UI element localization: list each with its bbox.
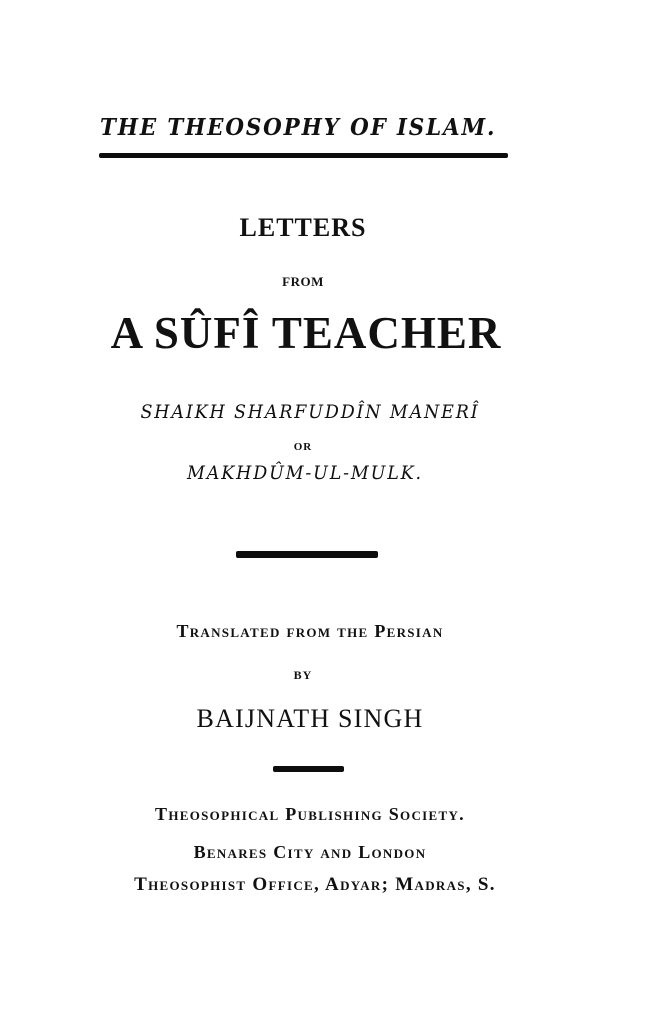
translation-by: BY — [293, 668, 313, 682]
translator-name: BAIJNATH SINGH — [196, 704, 424, 733]
author-name: SHAIKH SHARFUDDÎN MANERÎ — [140, 401, 480, 423]
publisher-cities: Benares City and London — [193, 842, 427, 862]
publisher-office: Theosophist Office, Adyar; Madras, S. — [134, 874, 496, 895]
series-title-rule — [99, 153, 508, 158]
title-pre: LETTERS — [239, 213, 367, 242]
author-alt-name: MAKHDÛM-UL-MULK. — [187, 462, 423, 484]
section-divider-rule — [236, 551, 378, 558]
author-or: OR — [293, 441, 313, 453]
main-title: A SÛFÎ TEACHER — [110, 308, 502, 358]
imprint-divider-rule — [273, 766, 344, 772]
translation-note: Translated from the Persian — [176, 621, 444, 641]
series-title: THE THEOSOPHY OF ISLAM. — [100, 114, 497, 141]
publisher-name: Theosophical Publishing Society. — [155, 804, 465, 824]
title-connector: FROM — [282, 274, 324, 289]
